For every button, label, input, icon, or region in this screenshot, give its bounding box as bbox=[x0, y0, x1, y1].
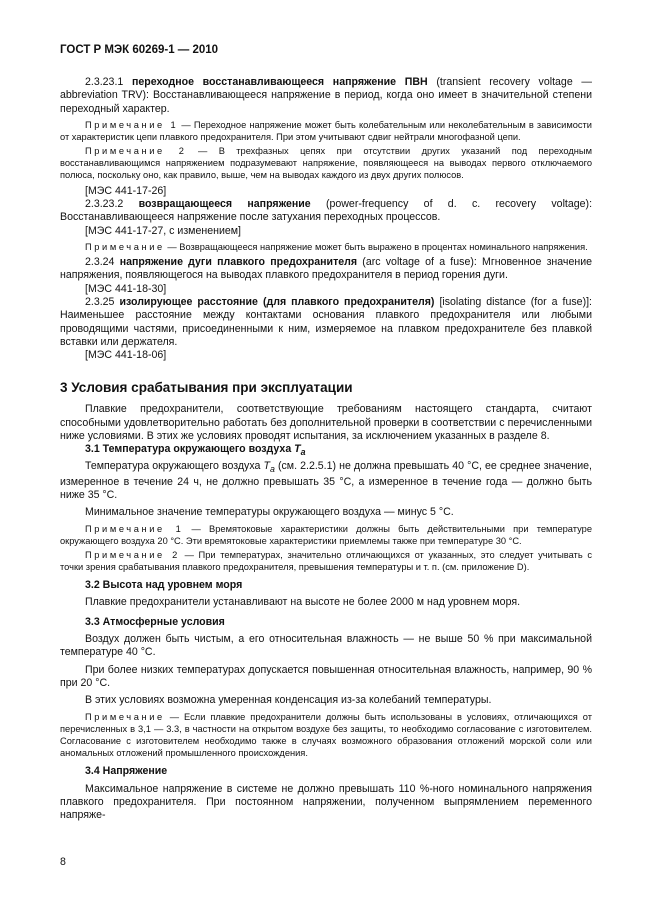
clause-2-3-23-1: 2.3.23.1 переходное восстанавливающееся напряжение ПВН (transient recovery voltage — abbreviation TRV): Восстанавливающееся напряжение в период, когда оно имеет в значительной степени переходный характер. bbox=[60, 76, 593, 115]
clause-2-3-25: 2.3.25 изолирующее расстояние (для плавкого предохранителя) [isolating distance (for a fuse)]: Наименьшее расстояние между контактами основания плавкого предохранителя или любыми проводящими частями, присоединенными к ним, измеряемое на плавком предохранителе без плавкой вставки или держателя. bbox=[60, 295, 592, 348]
term-arc-voltage: напряжение дуги плавкого предохранителя bbox=[119, 256, 358, 269]
reference-3: [МЭС 441-18-30] bbox=[85, 282, 167, 295]
reference-2: [МЭС 441-17-27, с изменением] bbox=[85, 224, 241, 237]
subsection-3-4-para: Максимальное напряжение в системе не должно превышать 110 %-ного номинального напряжения плавкого предохранителя. При постоянном напряжении, полученном выпрямлением переменного напряже- bbox=[60, 782, 592, 822]
note-label: Примечание bbox=[85, 712, 165, 723]
clause-2-3-23-2: 2.3.23.2 возвращающееся напряжение (power-frequency of d. c. recovery voltage): Восстанавливающееся напряжение после затухания переходных процессов. bbox=[60, 198, 593, 224]
document-header: ГОСТ Р МЭК 60269-1 — 2010 bbox=[60, 44, 219, 56]
subsection-3-1-para-1: Температура окружающего воздуха $T_a$ (см. 2.2.5.1) не должна превышать 40 °С, ее среднее значение, измеренное в течение 24 ч, не должно превышать 35 °С, а измеренное в течение года — должно быть ниже 35 °С. bbox=[60, 459, 592, 502]
clause-2-3-24: 2.3.24 напряжение дуги плавкого предохранителя (arc voltage of a fuse): Мгновенное значение напряжения, появляющегося на выводах плавкого предохранителя в период горения дуги. bbox=[60, 256, 593, 282]
term-trv: переходное восстанавливающееся напряжение ПВН bbox=[132, 76, 428, 88]
term-recovery-voltage: возвращающееся напряжение bbox=[138, 198, 311, 211]
note-4: Примечание 1 — Времятоковые характеристики должны быть действительными при температуре окружающего воздуха 20 °С. Эти времятоковые характеристики приемлемы также при температуре 30 °С. bbox=[60, 524, 593, 547]
note-3: Примечание — Возвращающееся напряжение может быть выражено в процентах номинального напряжения. bbox=[85, 242, 588, 253]
term-isolating-distance: изолирующее расстояние (для плавкого предохранителя) bbox=[119, 295, 435, 308]
subsection-3-3-para-1: Воздух должен быть чистым, а его относительная влажность — не выше 50 % при максимальной температуре 40 °С. bbox=[60, 632, 592, 659]
document-content bbox=[60, 76, 592, 823]
subsection-3-2-para: Плавкие предохранители устанавливают на высоте не более 2000 м над уровнем моря. bbox=[85, 596, 521, 609]
note-2: Примечание 2 — В трехфазных цепях при отсутствии других указаний под переходным восстанавливающимся напряжением подразумевают напряжение, появляющееся на выводах первого отключаемого полюса, поскольку оно, как правило, выше, чем на выводах каждого из двух других полюсов. bbox=[60, 145, 592, 180]
note-5: Примечание 2 — При температурах, значительно отличающихся от указанных, это следует учитывать с точки зрения срабатывания плавкого предохранителя, превышения температуры и т. п. (см. приложение D). bbox=[60, 550, 593, 573]
subsection-3-1-para-2: Минимальное значение температуры окружающего воздуха — минус 5 °С. bbox=[85, 505, 454, 518]
subsection-3-3-para-2: При более низких температурах допускается повышенная относительная влажность, например, 90 % при 20 °С. bbox=[60, 663, 592, 689]
note-label: Примечание 1 bbox=[85, 524, 184, 535]
section-3-intro: Плавкие предохранители, соответствующие требованиям настоящего стандарта, считают способными удовлетворительно работать без дополнительной проверки в соответствии с перечисленными ниже условиями. В этих же условиях проводят испытания, за исключением указанных в разделе 8. bbox=[60, 403, 592, 443]
page-number: 8 bbox=[60, 856, 66, 868]
subsection-3-3-para-3: В этих условиях возможна умеренная конденсация из-за колебаний температуры. bbox=[85, 694, 492, 707]
note-label: Примечание 1 bbox=[85, 119, 179, 130]
section-3-title: 3 Условия срабатывания при эксплуатации bbox=[60, 380, 353, 396]
note-1: Примечание 1 — Переходное напряжение может быть колебательным или неколебательным в зависимости от характеристик цепи плавкого предохранителя. При этом учитывают сдвиг нейтрали многофазной цепи. bbox=[60, 119, 593, 142]
subsection-3-3-title: 3.3 Атмосферные условия bbox=[85, 615, 225, 628]
subsection-3-1-title: 3.1 Температура окружающего воздуха $T_a$ bbox=[85, 443, 306, 458]
subsection-3-4-title: 3.4 Напряжение bbox=[85, 765, 168, 778]
note-label: Примечание 2 bbox=[85, 550, 180, 561]
subsection-3-2-title: 3.2 Высота над уровнем моря bbox=[85, 579, 243, 592]
note-label: Примечание 2 bbox=[85, 145, 187, 156]
reference-1: [МЭС 441-17-26] bbox=[85, 184, 167, 197]
reference-4: [МЭС 441-18-06] bbox=[85, 349, 167, 362]
note-6: Примечание — Если плавкие предохранители должны быть использованы в условиях, отличающихся от перечисленных в 3,1 — 3.3, в частности на открытом воздухе без защиты, то необходимо согласование с изготовителем. Согласование с изготовителем необходимо также в случаях возможного образования отложений морской соли или аномальных отложений промышленного происхождения. bbox=[60, 712, 592, 759]
note-label: Примечание bbox=[85, 242, 165, 253]
